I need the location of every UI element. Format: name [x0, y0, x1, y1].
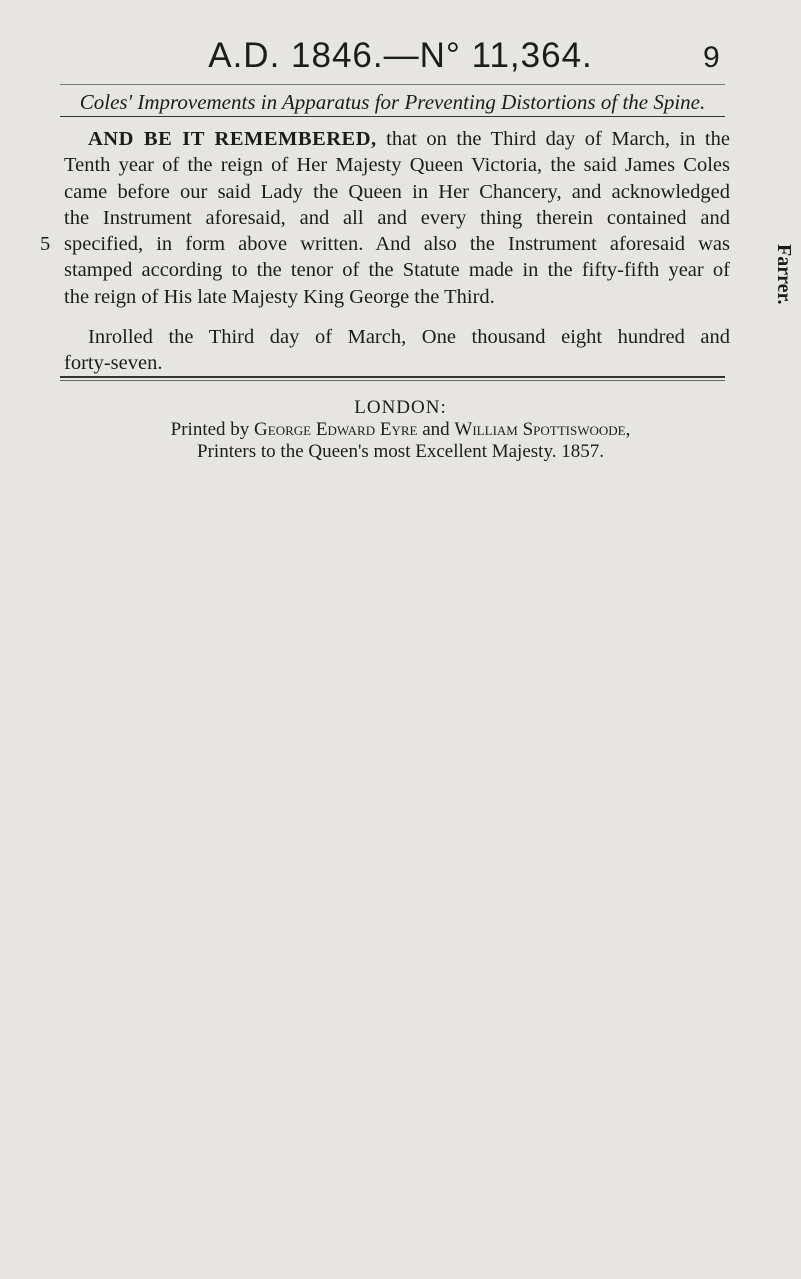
text-span: specified, in form above written. And also the Instrument aforesaid was: [64, 233, 730, 256]
closing-rule-thin: [60, 380, 725, 381]
title-underline-rule: [60, 116, 725, 117]
imprint-city: LONDON:: [354, 397, 447, 418]
text-line: came before our said Lady the Queen in Her Chancery, and acknowledged: [64, 180, 730, 203]
line-number: 5: [40, 233, 51, 256]
imprint-and: and: [417, 419, 455, 440]
text-line-numbered: [40, 231, 730, 257]
imprint-line-1: [0, 419, 801, 441]
closing-rule: [60, 376, 725, 378]
text-line: the reign of His late Majesty King George the Third.: [64, 285, 495, 308]
text-line: stamped according to the tenor of the Statute made in the fifty-fifth year of: [64, 259, 730, 282]
text-line: the Instrument aforesaid, and all and every thing therein contained and: [64, 206, 730, 229]
text-line: [40, 126, 730, 152]
body-paragraph-1: [40, 126, 730, 310]
body-paragraph-2: [40, 324, 730, 377]
text-line: Inrolled the Third day of March, One thousand eight hundred and: [88, 326, 730, 348]
imprint-line-2: Printers to the Queen's most Excellent Majesty. 1857.: [197, 441, 604, 462]
margin-note-text: Farrer.: [773, 244, 795, 305]
printer-name-1: George Edward Eyre: [254, 419, 418, 440]
margin-note: [772, 244, 795, 305]
printer-name-2: William Spottiswoode,: [454, 419, 631, 440]
page-header-title: A.D. 1846.—N° 11,364.: [208, 36, 593, 75]
text-span: that on the Third day of March, in the: [376, 128, 730, 150]
imprint-text: Printed by: [170, 419, 250, 440]
header-rule: [60, 84, 725, 85]
printer-imprint: [0, 397, 801, 463]
text-line: Tenth year of the reign of Her Majesty Queen Victoria, the said James Coles: [64, 154, 730, 177]
paragraph-lead: AND BE IT REMEMBERED,: [88, 128, 377, 150]
page-number: 9: [703, 41, 720, 74]
running-title: Coles' Improvements in Apparatus for Preventing Distortions of the Spine.: [79, 90, 706, 114]
text-line: forty-seven.: [64, 352, 163, 375]
